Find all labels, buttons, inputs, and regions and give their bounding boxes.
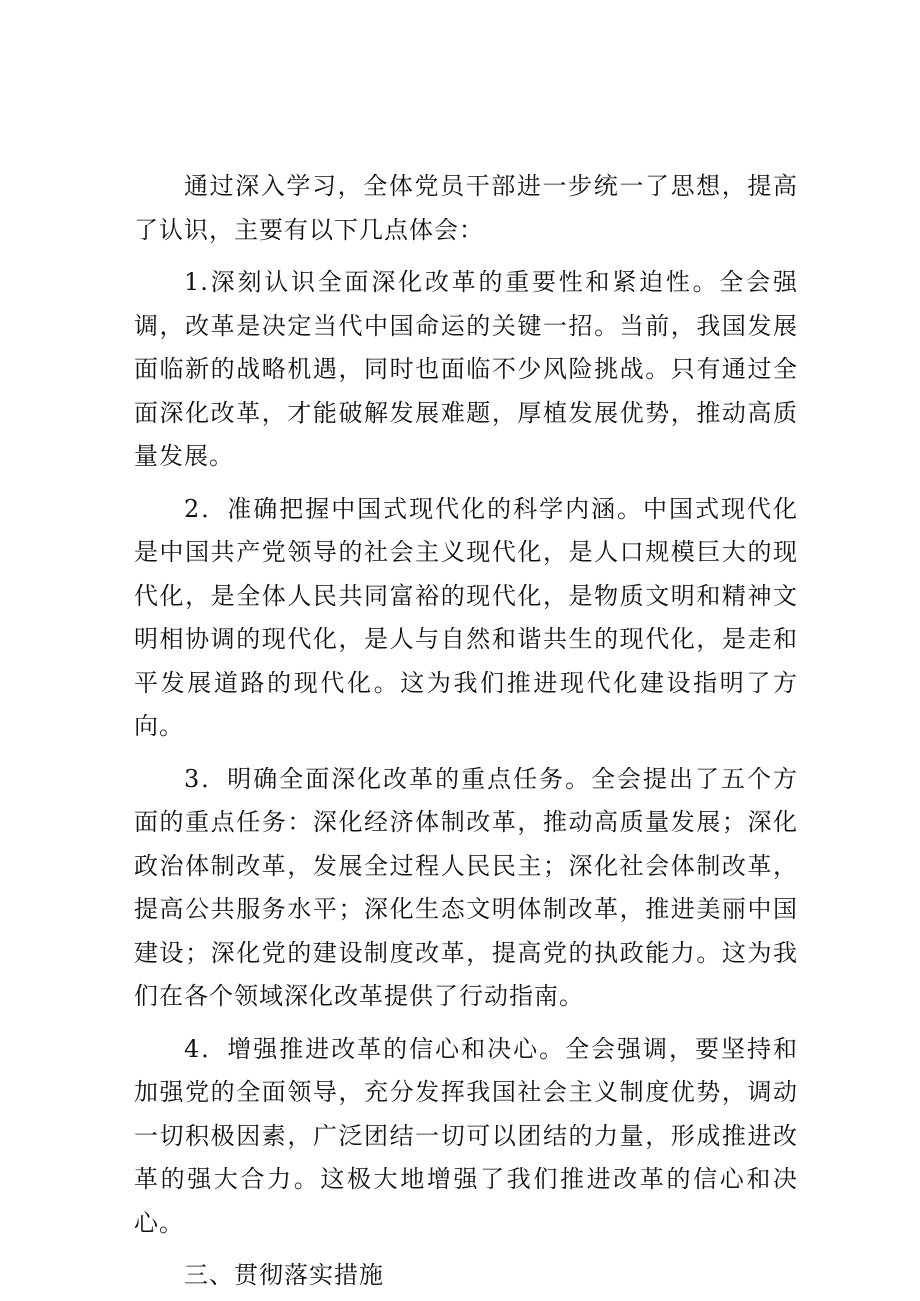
point-4-paragraph: 4．增强推进改革的信心和决心。全会强调，要坚持和加强党的全面领导，充分发挥我国社会主义制度优势，调动一切积极因素，广泛团结一切可以团结的力量，形成推进改革的强大合力。这极大地增强了我们推进改革的信心和决心。 [134, 1034, 798, 1237]
document-body [134, 165, 798, 1298]
point-1-paragraph: 1.深刻认识全面深化改革的重要性和紧迫性。全会强调，改革是决定当代中国命运的关键一招。当前，我国发展面临新的战略机遇，同时也面临不少风险挑战。只有通过全面深化改革，才能破解发展难题，厚植发展优势，推动高质量发展。 [134, 268, 798, 470]
point-2-paragraph: 2．准确把握中国式现代化的科学内涵。中国式现代化是中国共产党领导的社会主义现代化，是人口规模巨大的现代化，是全体人民共同富裕的现代化，是物质文明和精神文明相协调的现代化，是人与自然和谐共生的现代化，是走和平发展道路的现代化。这为我们推进现代化建设指明了方向。 [134, 494, 798, 740]
section-heading: 三、贯彻落实措施 [184, 1261, 384, 1289]
point-3-paragraph: 3．明确全面深化改革的重点任务。全会提出了五个方面的重点任务：深化经济体制改革，推动高质量发展；深化政治体制改革，发展全过程人民民主；深化社会体制改革，提高公共服务水平；深化生态文明体制改革，推进美丽中国建设；深化党的建设制度改革，提高党的执政能力。这为我们在各个领域深化改革提供了行动指南。 [134, 764, 798, 1010]
intro-paragraph: 通过深入学习，全体党员干部进一步统一了思想，提高了认识，主要有以下几点体会： [134, 172, 798, 244]
